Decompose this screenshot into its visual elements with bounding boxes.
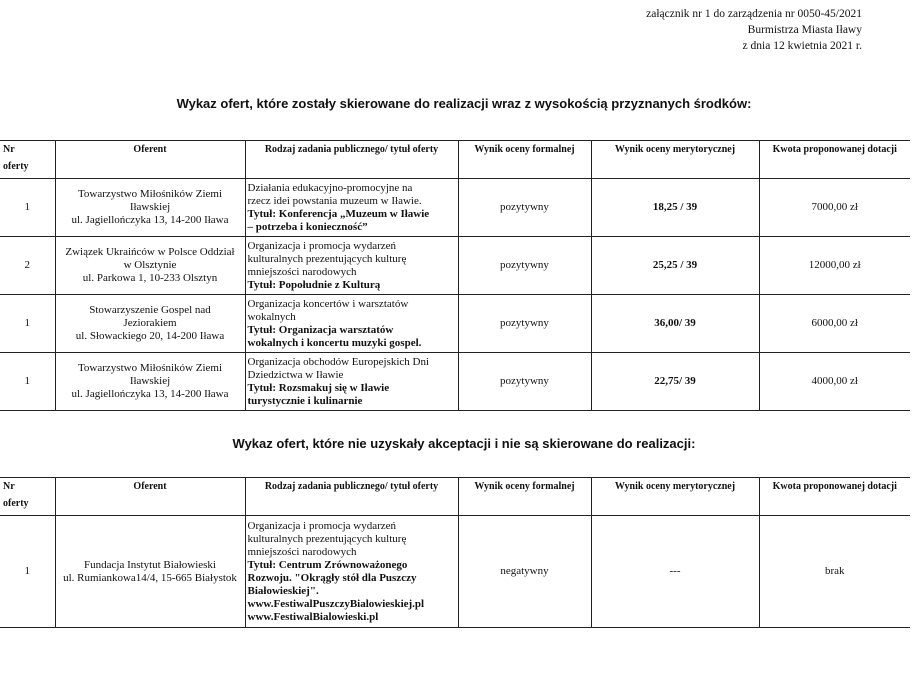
column-header-merytoryczna: Wynik oceny merytorycznej xyxy=(591,141,759,179)
row-task: Organizacja i promocja wydarzeń kulturalnych prezentujących kulturę mniejszości narodowych Tytuł: Centrum Zrównoważonego Rozwoju. "Okrągły stół dla Puszczy Białowieskiej". www.FestiwalPuszczyBialowieskiej.pl www.FestiwalBialowieski.pl xyxy=(245,516,458,628)
table-row xyxy=(0,295,910,353)
row-oferent: Towarzystwo Miłośników Ziemi Iławskiej ul. Jagiellończyka 13, 14-200 Iława xyxy=(55,179,245,237)
row-grant-amount: brak xyxy=(759,516,910,628)
column-header-nr: Nr oferty xyxy=(0,141,55,179)
row-task: Działania edukacyjno-promocyjne na rzecz idei powstania muzeum w Iławie. Tytuł: Konferencja „Muzeum w Iławie – potrzeba i konieczność” xyxy=(245,179,458,237)
accepted-offers-table xyxy=(0,140,910,411)
table-header-row xyxy=(0,141,910,179)
row-oferent: Związek Ukraińców w Polsce Oddział w Olsztynie ul. Parkowa 1, 10-233 Olsztyn xyxy=(55,237,245,295)
row-formal-result: pozytywny xyxy=(458,237,591,295)
row-grant-amount: 4000,00 zł xyxy=(759,353,910,411)
row-oferent: Fundacja Instytut Białowieski ul. Rumiankowa14/4, 15-665 Białystok xyxy=(55,516,245,628)
row-task: Organizacja i promocja wydarzeń kulturalnych prezentujących kulturę mniejszości narodowych Tytuł: Popołudnie z Kulturą xyxy=(245,237,458,295)
row-nr: 1 xyxy=(0,516,55,628)
header-line-date: z dnia 12 kwietnia 2021 r. xyxy=(742,40,862,52)
column-header-formalna: Wynik oceny formalnej xyxy=(458,478,591,516)
table-header-row xyxy=(0,478,910,516)
document-header xyxy=(646,6,862,54)
row-merit-score: --- xyxy=(591,516,759,628)
row-nr: 1 xyxy=(0,295,55,353)
row-task: Organizacja koncertów i warsztatów wokalnych Tytuł: Organizacja warsztatów wokalnych i koncertu muzyki gospel. xyxy=(245,295,458,353)
column-header-formalna: Wynik oceny formalnej xyxy=(458,141,591,179)
website-link[interactable]: www.FestiwalBialowieski.pl xyxy=(247,610,379,623)
column-header-nr: Nr oferty xyxy=(0,478,55,516)
row-merit-score: 22,75/ 39 xyxy=(591,353,759,411)
header-line-issuer: Burmistrza Miasta Iławy xyxy=(747,24,862,36)
column-header-rodzaj: Rodzaj zadania publicznego/ tytuł oferty xyxy=(245,141,458,179)
table-row xyxy=(0,516,910,628)
rejected-offers-table xyxy=(0,477,910,628)
row-grant-amount: 7000,00 zł xyxy=(759,179,910,237)
section-accepted-title: Wykaz ofert, które zostały skierowane do realizacji wraz z wysokością przyznanych środków: xyxy=(176,96,752,111)
section-rejected-title: Wykaz ofert, które nie uzyskały akceptacji i nie są skierowane do realizacji: xyxy=(232,436,696,451)
column-header-oferent: Oferent xyxy=(55,141,245,179)
column-header-rodzaj: Rodzaj zadania publicznego/ tytuł oferty xyxy=(245,478,458,516)
row-oferent: Stowarzyszenie Gospel nad Jeziorakiem ul. Słowackiego 20, 14-200 Iława xyxy=(55,295,245,353)
table-row xyxy=(0,237,910,295)
row-nr: 2 xyxy=(0,237,55,295)
column-header-kwota: Kwota proponowanej dotacji xyxy=(759,141,910,179)
row-nr: 1 xyxy=(0,353,55,411)
table-row xyxy=(0,179,910,237)
row-grant-amount: 6000,00 zł xyxy=(759,295,910,353)
website-link[interactable]: www.FestiwalPuszczyBialowieskiej.pl xyxy=(247,597,425,610)
row-grant-amount: 12000,00 zł xyxy=(759,237,910,295)
column-header-kwota: Kwota proponowanej dotacji xyxy=(759,478,910,516)
row-formal-result: pozytywny xyxy=(458,353,591,411)
row-task: Organizacja obchodów Europejskich Dni Dziedzictwa w Iławie Tytuł: Rozsmakuj się w Iławie turystycznie i kulinarnie xyxy=(245,353,458,411)
row-merit-score: 36,00/ 39 xyxy=(591,295,759,353)
row-nr: 1 xyxy=(0,179,55,237)
row-merit-score: 18,25 / 39 xyxy=(591,179,759,237)
row-formal-result: pozytywny xyxy=(458,295,591,353)
table-row xyxy=(0,353,910,411)
row-formal-result: negatywny xyxy=(458,516,591,628)
column-header-merytoryczna: Wynik oceny merytorycznej xyxy=(591,478,759,516)
row-merit-score: 25,25 / 39 xyxy=(591,237,759,295)
column-header-oferent: Oferent xyxy=(55,478,245,516)
row-oferent: Towarzystwo Miłośników Ziemi Iławskiej ul. Jagiellończyka 13, 14-200 Iława xyxy=(55,353,245,411)
row-formal-result: pozytywny xyxy=(458,179,591,237)
header-line-attachment: załącznik nr 1 do zarządzenia nr 0050-45/2021 xyxy=(646,8,862,20)
